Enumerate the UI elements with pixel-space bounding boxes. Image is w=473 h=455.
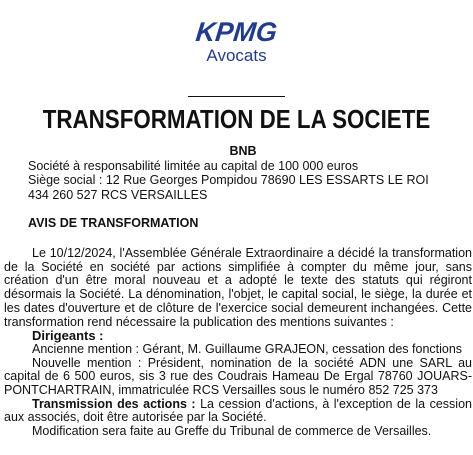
ancienne-mention: Ancienne mention : Gérant, M. Guillaume GRAJEON, cessation des fonctions [32,341,463,356]
modification-paragraph: Modification sera faite au Greffe du Tribunal de commerce de Versailles. [32,424,432,439]
notice-body [4,247,472,439]
logo-mark: KPMG [194,17,279,47]
nouvelle-mention: Nouvelle mention : Président, nomination de la société ADN une SARL au capital de 6 500 euros, sis 3 rue des Coudrais Hameau De Ergal 78760 JOUARS-PONTCHARTRAIN, immatriculée RCS Versailles sous le numéro 852 725 373 [4,355,472,398]
transmission-text: La cession d'actions, à l'exception de la cession aux associés, doit être autorisée par la Société. [4,396,472,425]
transmission-paragraph [4,398,472,425]
transmission-heading: Transmission des actions : [32,396,196,411]
logo-subtitle: Avocats [206,46,267,65]
company-form-capital: Société à responsabilité limitée au capital de 100 000 euros [28,158,359,173]
company-address: Siège social : 12 Rue Georges Pompidou 78690 LES ESSARTS LE ROI [28,173,429,187]
paragraph-intro: Le 10/12/2024, l'Assemblée Générale Extraordinaire a décidé la transformation de la Société en société par actions simplifiée à compter du même jour, sans création d'un être moral nouveau et a adopté le texte des statuts qui régiront désormais la Société. La dénomination, l'objet, le capital social, le siège, la durée et les dates d'ouverture et de clôture de l'exercice social demeurent inchangées. Cette transformation rend nécessaire la publication des mentions suivantes : [4,246,472,329]
page-title: TRANSFORMATION DE LA SOCIETE [42,104,431,134]
company-name: BNB [229,144,257,158]
kpmg-logo [0,18,473,66]
company-rcs: 434 260 527 RCS VERSAILLES [28,187,208,202]
notice-title: AVIS DE TRANSFORMATION [28,216,199,230]
dirigeants-heading: Dirigeants : [32,328,104,344]
company-block [28,144,458,202]
divider [188,96,285,97]
